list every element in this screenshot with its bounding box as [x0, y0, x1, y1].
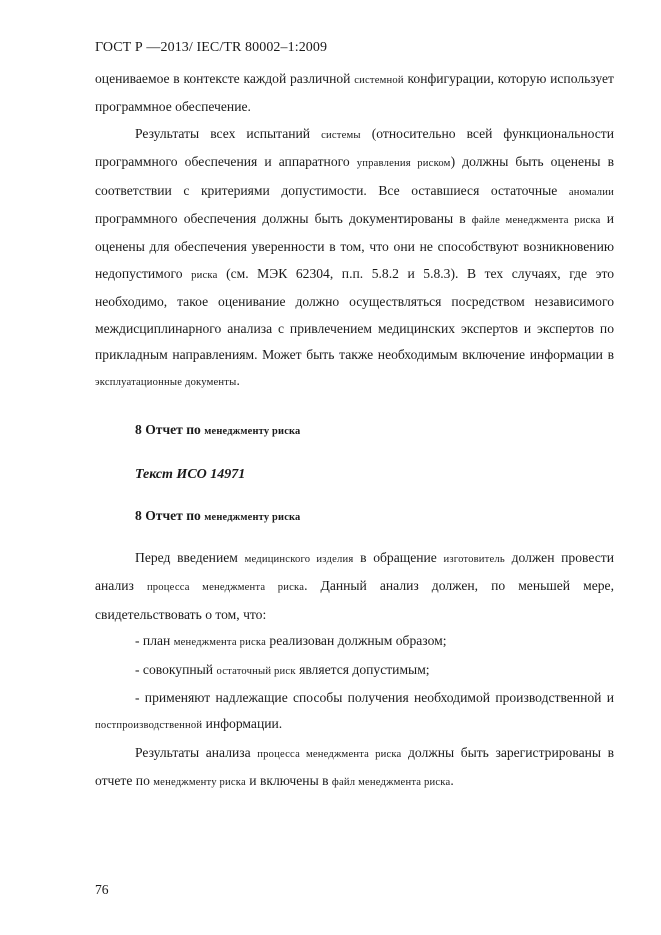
- section-heading-8: 8 Отчет по менеджменту риска: [135, 421, 301, 437]
- document-body: [95, 66, 614, 797]
- paragraph-system-config: оцениваемое в контексте каждой различной системной конфигурации, которую использует программное обеспечение.: [95, 71, 614, 115]
- list-item: - совокупный остаточный риск является допустимым;: [135, 661, 430, 677]
- paragraph-test-results: Результаты всех испытаний системы (относительно всей функциональности программного обеспечения и аппаратного управления риском) должны быть оценены в соответствии с критериями допустимости. Все оставшиеся остаточные аномалии программного обеспечения должны быть документированы в файле менеджмента риска и оценены для обеспечения уверенности в том, что они не способствуют возникновению недопустимого риска (см. МЭК 62304, п.п. 5.8.2 и 5.8.3). В тех случаях, где это необходимо, такое оценивание должно осуществляться посредством независимого междисциплинарного анализа с привлечением медицинских экспертов и экспертов по прикладным направлениям. Может быть также необходимым включение информации в эксплуатационные документы.: [95, 125, 615, 389]
- iso-section-heading-8: 8 Отчет по менеджменту риска: [135, 507, 301, 523]
- iso-text-heading: Текст ИСО 14971: [135, 466, 246, 482]
- document-header: ГОСТ Р —2013/ IEC/TR 80002–1:2009: [95, 40, 328, 55]
- list-item: - план менеджмента риска реализован должным образом;: [135, 633, 447, 649]
- paragraph-review-before-release: Перед введением медицинского изделия в обращение изготовитель должен провести анализ процесса менеджмента риска. Данный анализ должен, по меньшей мере, свидетельствовать о том, что:: [95, 549, 614, 622]
- page-number: 76: [95, 882, 109, 897]
- list-item: - применяют надлежащие способы получения необходимой производственной и постпроизводственной информации.: [95, 689, 614, 732]
- paragraph-review-results: Результаты анализа процесса менеджмента риска должны быть зарегистрированы в отчете по менеджменту риска и включены в файл менеджмента риска.: [95, 744, 614, 789]
